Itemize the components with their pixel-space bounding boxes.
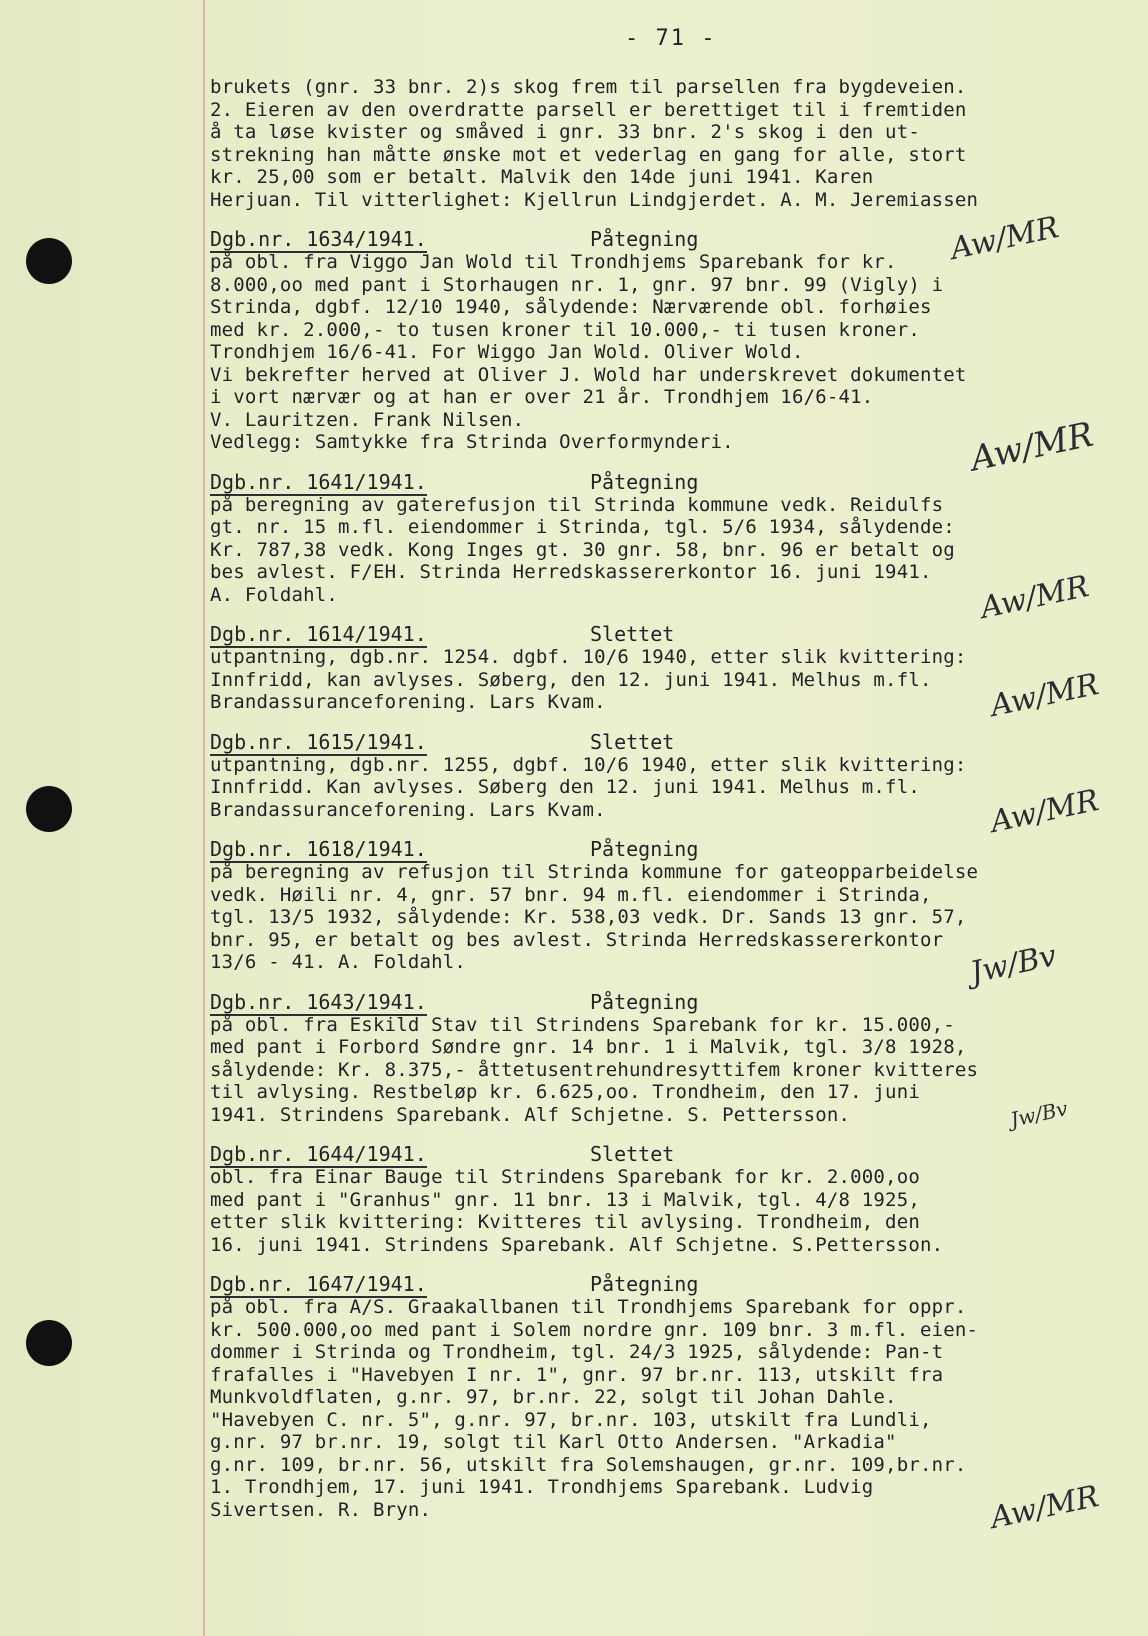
- entry-type: Slettet: [590, 1142, 675, 1166]
- text-line: g.nr. 109, br.nr. 56, utskilt fra Solemshaugen, gr.nr. 109,br.nr.: [210, 1453, 967, 1476]
- text-line: 16. juni 1941. Strindens Sparebank. Alf Schjetne. S.Pettersson.: [210, 1233, 944, 1256]
- handwritten-initials: Aw/MR: [987, 1479, 1102, 1536]
- text-line: på obl. fra Eskild Stav til Strindens Sparebank for kr. 15.000,-: [210, 1013, 955, 1036]
- entry-ref: [210, 837, 590, 861]
- ledger-content: [210, 76, 1130, 1536]
- handwritten-initials: Aw/MR: [987, 667, 1102, 724]
- text-line: Munkvoldflaten, g.nr. 97, br.nr. 22, solgt til Johan Dahle.: [210, 1386, 897, 1408]
- text-line: A. Foldahl.: [210, 583, 339, 606]
- entry-ref-text: Dgb.nr. 1641/1941.: [210, 469, 427, 494]
- entry-ref-text: Dgb.nr. 1643/1941.: [210, 989, 427, 1014]
- text-line: utpantning, dgb.nr. 1255, dgbf. 10/6 1940, etter slik kvittering:: [210, 753, 967, 776]
- text-line: Brandassuranceforening. Lars Kvam.: [210, 798, 606, 821]
- entry-type: Påtegning: [590, 1272, 699, 1296]
- text-line: frafalles i "Havebyen I nr. 1", gnr. 97 br.nr. 113, utskilt fra: [210, 1363, 944, 1386]
- text-line: Strinda, dgbf. 12/10 1940, sålydende: Nærværende obl. forhøies: [210, 296, 932, 318]
- text-line: på beregning av gaterefusjon til Strinda kommune vedk. Reidulfs: [210, 493, 944, 516]
- entry-ref: [210, 990, 590, 1014]
- text-line: med pant i Forbord Søndre gnr. 14 bnr. 1 i Malvik, tgl. 3/8 1928,: [210, 1036, 967, 1058]
- text-line: bnr. 95, er betalt og bes avlest. Strinda Herredskassererkontor: [210, 928, 944, 951]
- entry-header: [210, 990, 1130, 1014]
- entry-ref: [210, 470, 590, 494]
- text-line: 8.000,oo med pant i Storhaugen nr. 1, gnr. 97 bnr. 99 (Vigly) i: [210, 273, 944, 296]
- intro-paragraph: [210, 76, 1130, 211]
- ledger-entry: [210, 210, 1130, 480]
- punch-hole: [26, 786, 72, 832]
- text-line: V. Lauritzen. Frank Nilsen.: [210, 408, 525, 431]
- entry-type: Slettet: [590, 622, 675, 646]
- punch-hole: [26, 1320, 72, 1366]
- ledger-entry: [210, 729, 1130, 840]
- text-line: Innfridd. Kan avlyses. Søberg den 12. juni 1941. Melhus m.fl.: [210, 776, 920, 798]
- entry-ref: [210, 622, 590, 646]
- text-line: på beregning av refusjon til Strinda kommune for gateopparbeidelse: [210, 861, 979, 883]
- text-line: Sivertsen. R. Bryn.: [210, 1498, 432, 1521]
- text-line: Trondhjem 16/6-41. For Wiggo Jan Wold. Oliver Wold.: [210, 341, 804, 363]
- handwritten-initials: Aw/MR: [977, 568, 1092, 626]
- text-line: "Havebyen C. nr. 5", g.nr. 97, br.nr. 103, utskilt fra Lundli,: [210, 1408, 932, 1431]
- ledger-entry: [210, 622, 1130, 724]
- text-line: strekning han måtte ønske mot et vederlag en gang for alle, stort: [210, 143, 967, 166]
- entry-header: [210, 1272, 1130, 1296]
- entry-ref: [210, 1272, 590, 1296]
- text-line: Kr. 787,38 vedk. Kong Inges gt. 30 gnr. 58, bnr. 96 er betalt og: [210, 538, 955, 561]
- entry-ref-text: Dgb.nr. 1615/1941.: [210, 729, 427, 754]
- text-line: gt. nr. 15 m.fl. eiendommer i Strinda, tgl. 5/6 1934, sålydende:: [210, 516, 955, 538]
- text-line: 1. Trondhjem, 17. juni 1941. Trondhjems Sparebank. Ludvig: [210, 1476, 874, 1498]
- entry-header: [210, 1142, 1130, 1166]
- entry-type: Påtegning: [590, 227, 699, 251]
- handwritten-initials: Jw/Bv: [967, 938, 1060, 991]
- entry-ref: [210, 227, 590, 251]
- entry-ref-text: Dgb.nr. 1614/1941.: [210, 622, 427, 646]
- ledger-entry: [210, 1272, 1130, 1536]
- entry-type: Påtegning: [590, 469, 699, 494]
- text-line: å ta løse kvister og småved i gnr. 33 bnr. 2's skog i den ut-: [210, 121, 920, 143]
- text-line: utpantning, dgb.nr. 1254. dgbf. 10/6 1940, etter slik kvittering:: [210, 646, 967, 668]
- handwritten-initials: Jw/Bv: [1008, 1095, 1070, 1132]
- entry-header: [210, 730, 1130, 754]
- handwritten-initials: Aw/MR: [987, 782, 1102, 840]
- text-line: 1941. Strindens Sparebank. Alf Schjetne. S. Pettersson.: [210, 1103, 851, 1126]
- text-line: dommer i Strinda og Trondheim, tgl. 24/3 1925, sålydende: Pan-t: [210, 1341, 944, 1363]
- entry-ref-text: Dgb.nr. 1634/1941.: [210, 227, 427, 251]
- text-line: med kr. 2.000,- to tusen kroner til 10.000,- ti tusen kroner.: [210, 318, 920, 341]
- text-line: g.nr. 97 br.nr. 19, solgt til Karl Otto Andersen. "Arkadia": [210, 1431, 897, 1453]
- text-line: Herjuan. Til vitterlighet: Kjellrun Lindgjerdet. A. M. Jeremiassen: [210, 188, 979, 211]
- punch-hole: [26, 238, 72, 284]
- entry-header: [210, 622, 1130, 646]
- text-line: til avlysing. Restbeløp kr. 6.625,oo. Trondheim, den 17. juni: [210, 1081, 920, 1103]
- entry-ref: [210, 730, 590, 754]
- entry-header: [210, 837, 1130, 861]
- ledger-entry: [210, 837, 1130, 991]
- entry-header: [210, 470, 1130, 494]
- text-line: obl. fra Einar Bauge til Strindens Sparebank for kr. 2.000,oo: [210, 1166, 920, 1188]
- handwritten-initials: Aw/MR: [967, 414, 1097, 480]
- entry-type: Påtegning: [590, 989, 699, 1014]
- margin-rule: [203, 0, 205, 1636]
- entry-type: Slettet: [590, 729, 675, 754]
- text-line: vedk. Høili nr. 4, gnr. 57 bnr. 94 m.fl. eiendommer i Strinda,: [210, 883, 932, 906]
- ledger-entry: [210, 989, 1130, 1132]
- text-line: i vort nærvær og at han er over 21 år. Trondhjem 16/6-41.: [210, 386, 874, 408]
- text-line: kr. 500.000,oo med pant i Solem nordre gnr. 109 bnr. 3 m.fl. eien-: [210, 1318, 979, 1341]
- text-line: med pant i "Granhus" gnr. 11 bnr. 13 i Malvik, tgl. 4/8 1925,: [210, 1188, 920, 1211]
- text-line: 2. Eieren av den overdratte parsell er berettiget til i fremtiden: [210, 98, 967, 121]
- entry-ref-text: Dgb.nr. 1647/1941.: [210, 1272, 427, 1296]
- text-line: Vi bekrefter herved at Oliver J. Wold har underskrevet dokumentet: [210, 363, 967, 386]
- ledger-entry: [210, 1142, 1130, 1256]
- entry-ref: [210, 1142, 590, 1166]
- text-line: brukets (gnr. 33 bnr. 2)s skog frem til parsellen fra bygdeveien.: [210, 76, 967, 98]
- text-line: bes avlest. F/EH. Strinda Herredskassererkontor 16. juni 1941.: [210, 561, 932, 583]
- entry-ref-text: Dgb.nr. 1644/1941.: [210, 1142, 427, 1166]
- page-number: - 71 -: [625, 26, 717, 51]
- text-line: Vedlegg: Samtykke fra Strinda Overformynderi.: [210, 431, 734, 453]
- handwritten-initials: Aw/MR: [947, 210, 1062, 267]
- entry-type: Påtegning: [590, 837, 699, 861]
- text-line: kr. 25,00 som er betalt. Malvik den 14de juni 1941. Karen: [210, 166, 874, 188]
- text-line: 13/6 - 41. A. Foldahl.: [210, 951, 467, 973]
- ledger-entry: [210, 469, 1130, 626]
- text-line: på obl. fra A/S. Graakallbanen til Trondhjems Sparebank for oppr.: [210, 1296, 967, 1318]
- text-line: Brandassuranceforening. Lars Kvam.: [210, 691, 606, 713]
- text-line: sålydende: Kr. 8.375,- åttetusentrehundresyttifem kroner kvitteres: [210, 1058, 979, 1081]
- text-line: etter slik kvittering: Kvitteres til avlysing. Trondheim, den: [210, 1211, 920, 1233]
- text-line: Innfridd, kan avlyses. Søberg, den 12. juni 1941. Melhus m.fl.: [210, 668, 932, 691]
- text-line: på obl. fra Viggo Jan Wold til Trondhjems Sparebank for kr.: [210, 251, 897, 273]
- text-line: tgl. 13/5 1932, sålydende: Kr. 538,03 vedk. Dr. Sands 13 gnr. 57,: [210, 906, 967, 928]
- entry-ref-text: Dgb.nr. 1618/1941.: [210, 837, 427, 861]
